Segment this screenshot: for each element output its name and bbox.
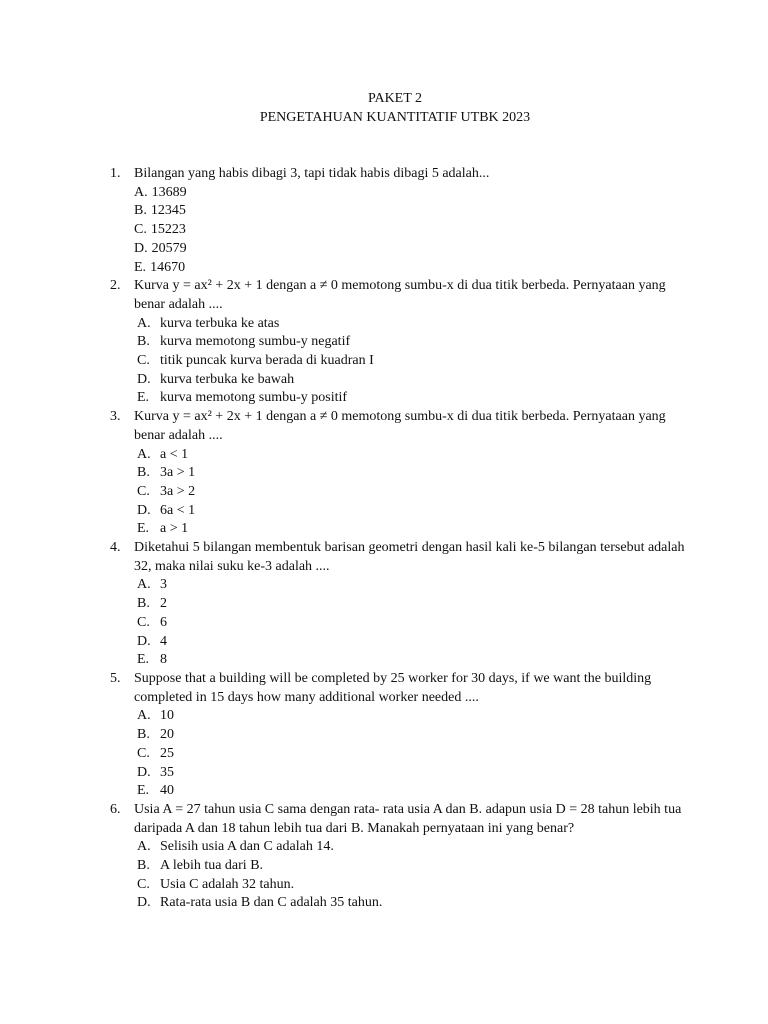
option-b: B. 20 [137, 727, 174, 743]
question-6 [110, 801, 690, 913]
option-a: A. 13689 [134, 184, 187, 200]
question-number: 5. [110, 670, 121, 686]
option-c: C. 15223 [134, 222, 186, 238]
question-1 [110, 165, 690, 277]
option-c: C. 25 [137, 745, 174, 761]
option-d: D. Rata-rata usia B dan C adalah 35 tahun. [137, 895, 383, 911]
option-c: C. titik puncak kurva berada di kuadran I [137, 353, 374, 369]
option-d: D. 4 [137, 633, 167, 649]
option-a: A. 3 [137, 577, 167, 593]
option-list [134, 315, 690, 409]
option-list [134, 838, 690, 913]
document-header [0, 90, 768, 127]
question-text: Bilangan yang habis dibagi 3, tapi tidak habis dibagi 5 adalah... [134, 166, 490, 181]
question-number: 6. [110, 801, 121, 817]
question-number: 4. [110, 540, 121, 556]
question-number: 3. [110, 409, 121, 425]
question-text: Kurva y = ax² + 2x + 1 dengan a ≠ 0 memotong sumbu-x di dua titik berbeda. Pernyataan yang benar adalah .... [134, 278, 666, 312]
question-text: Suppose that a building will be completed by 25 worker for 30 days, if we want the building completed in 15 days how many additional worker needed .... [134, 670, 652, 705]
option-d: D. 35 [137, 764, 174, 780]
question-list [110, 165, 690, 913]
question-text: Kurva y = ax² + 2x + 1 dengan a ≠ 0 memotong sumbu-x di dua titik berbeda. Pernyataan yang benar adalah .... [134, 409, 666, 443]
document-title: PAKET 2 [367, 91, 423, 106]
option-c: C. Usia C adalah 32 tahun. [137, 876, 295, 892]
option-d: D. kurva terbuka ke bawah [137, 371, 295, 387]
question-3 [110, 408, 690, 539]
option-e: E. kurva memotong sumbu-y positif [137, 390, 348, 406]
option-e: E. 8 [137, 652, 167, 668]
option-a: A. a < 1 [137, 446, 189, 462]
question-4 [110, 539, 690, 670]
option-b: B. 12345 [134, 203, 186, 219]
option-c: C. 6 [137, 614, 167, 630]
option-e: E. 40 [137, 783, 174, 799]
document-subtitle: PENGETAHUAN KUANTITATIF UTBK 2023 [259, 109, 531, 125]
option-list [134, 446, 690, 540]
question-text: Diketahui 5 bilangan membentuk barisan geometri dengan hasil kali ke-5 bilangan tersebut adalah 32, maka nilai suku ke-3 adalah .... [134, 540, 685, 574]
question-number: 1. [110, 166, 121, 181]
option-a: A. Selisih usia A dan C adalah 14. [137, 839, 334, 855]
option-c: C. 3a > 2 [137, 483, 196, 499]
question-2 [110, 277, 690, 408]
question-number: 2. [110, 278, 121, 294]
option-list [134, 707, 690, 801]
option-b: B. 3a > 1 [137, 465, 196, 481]
question-5 [110, 670, 690, 801]
option-d: D. 20579 [134, 240, 187, 256]
option-d: D. 6a < 1 [137, 502, 196, 518]
question-text: Usia A = 27 tahun usia C sama dengan rata- rata usia A dan B. adapun usia D = 28 tahun lebih tua daripada A dan 18 tahun lebih tua dari B. Manakah pernyataan ini yang benar? [134, 801, 682, 836]
option-a: A. 10 [137, 708, 174, 724]
option-b: B. 2 [137, 596, 167, 612]
option-list [134, 576, 690, 670]
option-b: B. A lebih tua dari B. [137, 858, 264, 874]
option-e: E. 14670 [134, 259, 186, 275]
option-a: A. kurva terbuka ke atas [137, 315, 280, 331]
option-list [134, 184, 690, 278]
option-e: E. a > 1 [137, 521, 189, 537]
option-b: B. kurva memotong sumbu-y negatif [137, 334, 351, 350]
